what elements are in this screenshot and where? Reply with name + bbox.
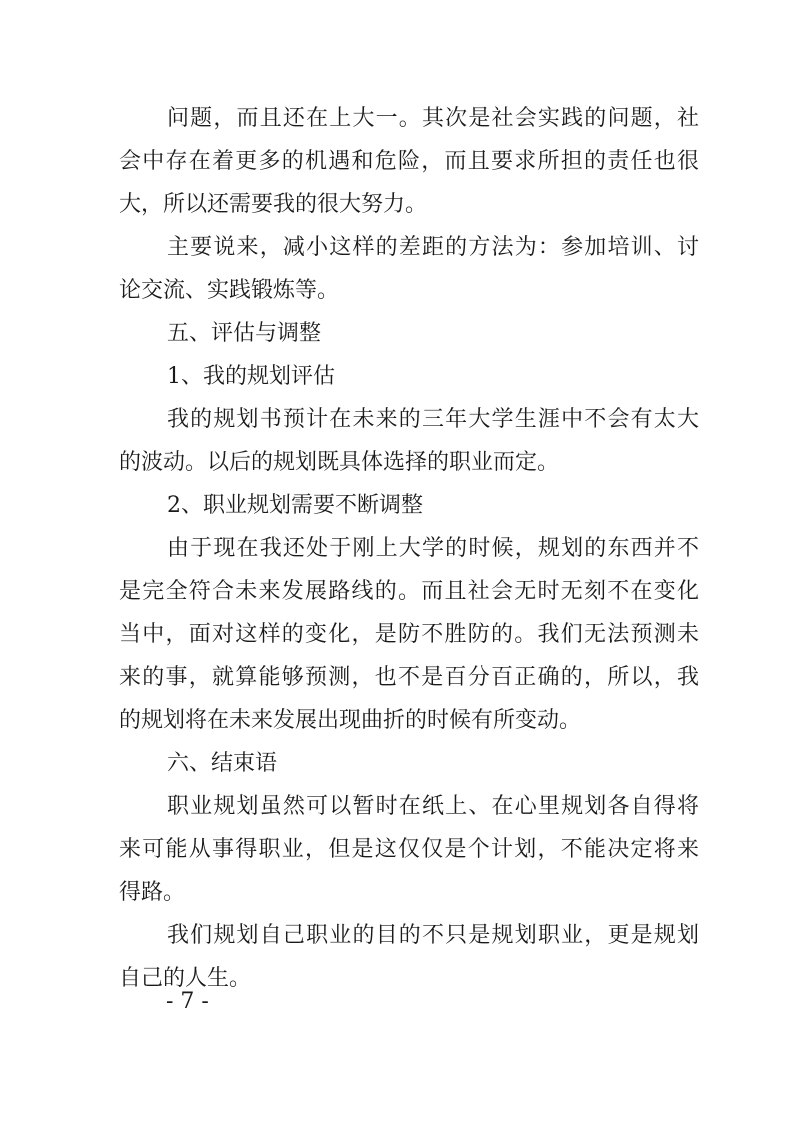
paragraph-line: 我们规划自己职业的目的不只是规划职业，更是规划 (167, 923, 699, 948)
paragraph-line: 的规划将在未来发展出现曲折的时候有所变动。 (119, 708, 582, 733)
section-heading: 六、结束语 (167, 751, 278, 776)
paragraph-line: 来的事，就算能够预测，也不是百分百正确的，所以，我 (119, 665, 699, 690)
paragraph-line: 自己的人生。 (119, 966, 252, 991)
paragraph-line: 问题，而且还在上大一。其次是社会实践的问题，社 (167, 106, 699, 131)
paragraph-line: 的波动。以后的规划既具体选择的职业而定。 (119, 450, 560, 475)
paragraph-line: 论交流、实践锻炼等。 (119, 278, 340, 303)
paragraph-line: 职业规划虽然可以暂时在纸上、在心里规划各自得将 (167, 794, 699, 819)
paragraph-line: 由于现在我还处于刚上大学的时候，规划的东西并不 (167, 536, 699, 561)
subsection-heading: 2、职业规划需要不断调整 (167, 493, 423, 518)
paragraph-line: 来可能从事得职业，但是这仅仅是个计划，不能决定将来 (119, 837, 699, 862)
paragraph-line: 会中存在着更多的机遇和危险，而且要求所担的责任也很 (119, 149, 699, 174)
paragraph-line: 主要说来，减小这样的差距的方法为：参加培训、讨 (167, 235, 699, 260)
paragraph-line: 得路。 (119, 880, 186, 905)
paragraph-line: 大，所以还需要我的很大努力。 (119, 192, 428, 217)
paragraph-line: 当中，面对这样的变化，是防不胜防的。我们无法预测未 (119, 622, 699, 647)
page-number: - 7 - (166, 989, 209, 1014)
section-heading: 五、评估与调整 (167, 321, 322, 346)
paragraph-line: 是完全符合未来发展路线的。而且社会无时无刻不在变化 (119, 579, 699, 604)
paragraph-line: 我的规划书预计在未来的三年大学生涯中不会有太大 (167, 407, 699, 432)
subsection-heading: 1、我的规划评估 (167, 364, 335, 389)
